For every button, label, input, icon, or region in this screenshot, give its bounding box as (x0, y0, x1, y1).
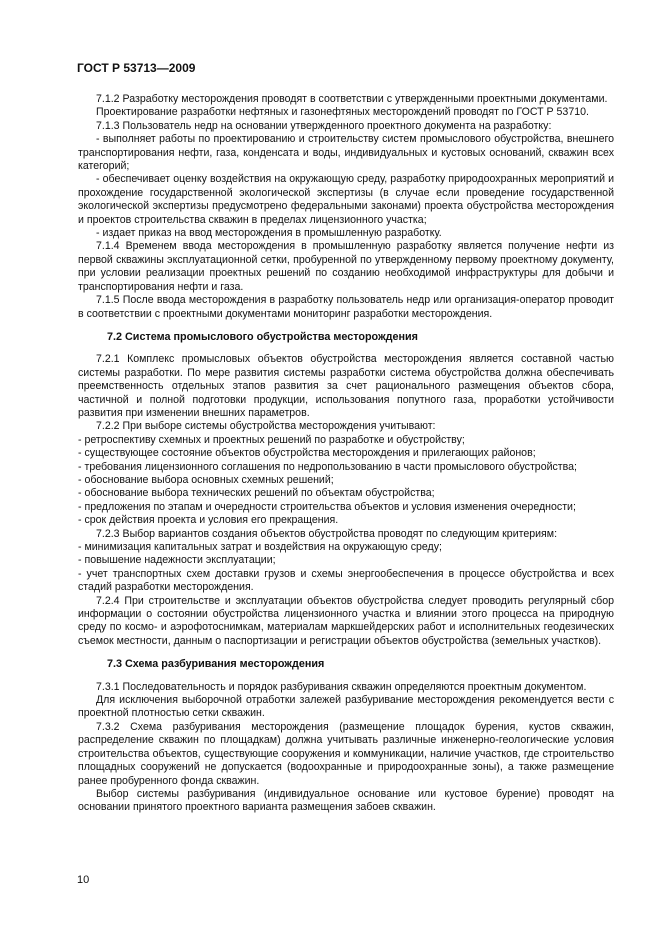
list-item: - ретроспективу схемных и проектных решений по разработке и обустройству; (78, 433, 465, 446)
paragraph: 7.2.1 Комплекс промысловых объектов обустройства месторождения является составной частью системы разработки. По мере развития системы разработки система обустройства должна обеспечивать преемственность отдельных этапов развития за счет рационального размещения объектов сбора, частичной и полной подготовки продукции, использования попутного газа, проработки устойчивости развития при изменении внешних параметров. (78, 353, 614, 419)
paragraph: 7.1.5 После ввода месторождения в разработку пользователь недр или организация-оператор проводит в соответствии с проектными документами мониторинг разработки месторождения. (78, 294, 614, 320)
page-header-title: ГОСТ Р 53713—2009 (77, 61, 196, 75)
paragraph: Проектирование разработки нефтяных и газонефтяных месторождений проводят по ГОСТ Р 53710. (96, 106, 589, 119)
page-number: 10 (77, 874, 90, 886)
paragraph: 7.1.3 Пользователь недр на основании утвержденного проектного документа на разработку: (96, 119, 552, 132)
paragraph: 7.2.2 При выборе системы обустройства месторождения учитывают: (96, 420, 436, 433)
list-item: - обоснование выбора технических решений по объектам обустройства; (78, 487, 435, 500)
paragraph: 7.2.4 При строительстве и эксплуатации объектов обустройства следует проводить регулярный сбор информации о состоянии обустройства лицензионного участка и влиянии этого процесса на природную среду по космо- и аэрофотоснимкам, материалам маркшейдерских работ и исполнительных геодезических съемок местности, данным о паспортизации и регистрации объектов обустройства (земельных участков). (78, 594, 614, 647)
paragraph: Выбор системы разбуривания (индивидуальное основание или кустовое бурение) проводят на основании принятого проектного варианта размещения забоев скважин. (78, 787, 614, 814)
list-item: - минимизация капитальных затрат и воздействия на окружающую среду; (78, 541, 442, 553)
list-item: - предложения по этапам и очередности строительства объектов и условия изменения очередности; (78, 500, 576, 513)
paragraph: 7.3.1 Последовательность и порядок разбуривания скважин определяются проектным документом. (96, 680, 587, 693)
section-heading-7-3: 7.3 Схема разбуривания месторождения (107, 658, 325, 671)
document-body (78, 93, 614, 815)
list-item: - обеспечивает оценку воздействия на окружающую среду, разработку природоохранных мероприятий и прохождение государственной экологической экспертизы (в случае если проведение государственной экологической экспертизы предусмотрено федеральными законами) проекта обустройства месторождения и проектов строительства скважин в пределах лицензионного участка; (78, 173, 614, 226)
list-item: - выполняет работы по проектированию и строительству систем промыслового обустройства, внешнего транспортирования нефти, газа, конденсата и воды, индивидуальных и кустовых оснований, скважин всех категорий; (78, 133, 614, 173)
paragraph: 7.2.3 Выбор вариантов создания объектов обустройства проводят по следующим критериям: (96, 527, 558, 540)
section-heading-7-2: 7.2 Система промыслового обустройства месторождения (107, 330, 418, 343)
list-item: - учет транспортных схем доставки грузов и схемы энергообеспечения в процессе обустройства и всех стадий разработки месторождения. (78, 567, 614, 594)
list-item: - существующее состояние объектов обустройства месторождения и прилегающих районов; (78, 447, 536, 460)
paragraph: Для исключения выборочной отработки залежей разбуривание месторождения рекомендуется вести с проектной плотностью сетки скважин. (78, 694, 614, 720)
list-item: - срок действия проекта и условия его прекращения. (78, 514, 339, 527)
list-item: - издает приказ на ввод месторождения в промышленную разработку. (96, 227, 442, 240)
paragraph: 7.1.4 Временем ввода месторождения в промышленную разработку является получение нефти из первой скважины эксплуатационной сетки, пробуренной по утвержденному первому проектному документу, при условии реализации проектных решений по созданию необходимой инфраструктуры для добычи и транспортирования нефти и газа. (78, 240, 614, 293)
paragraph: 7.3.2 Схема разбуривания месторождения (размещение площадок бурения, кустов скважин, распределение скважин по площадкам) должна учитывать различные инженерно-геологические условия строительства объектов, существующие сооружения и коммуникации, наличие участков, где строительство площадных сооружений не допускается (водоохранные и природоохранные зоны), а также размещение ранее пробуренного фонда скважин. (78, 720, 614, 787)
list-item: - требования лицензионного соглашения по недропользованию в части промыслового обустройства; (78, 460, 578, 473)
paragraph: 7.1.2 Разработку месторождения проводят в соответствии с утвержденными проектными документами. (96, 93, 608, 105)
list-item: - обоснование выбора основных схемных решений; (78, 473, 334, 486)
list-item: - повышение надежности эксплуатации; (78, 554, 276, 567)
